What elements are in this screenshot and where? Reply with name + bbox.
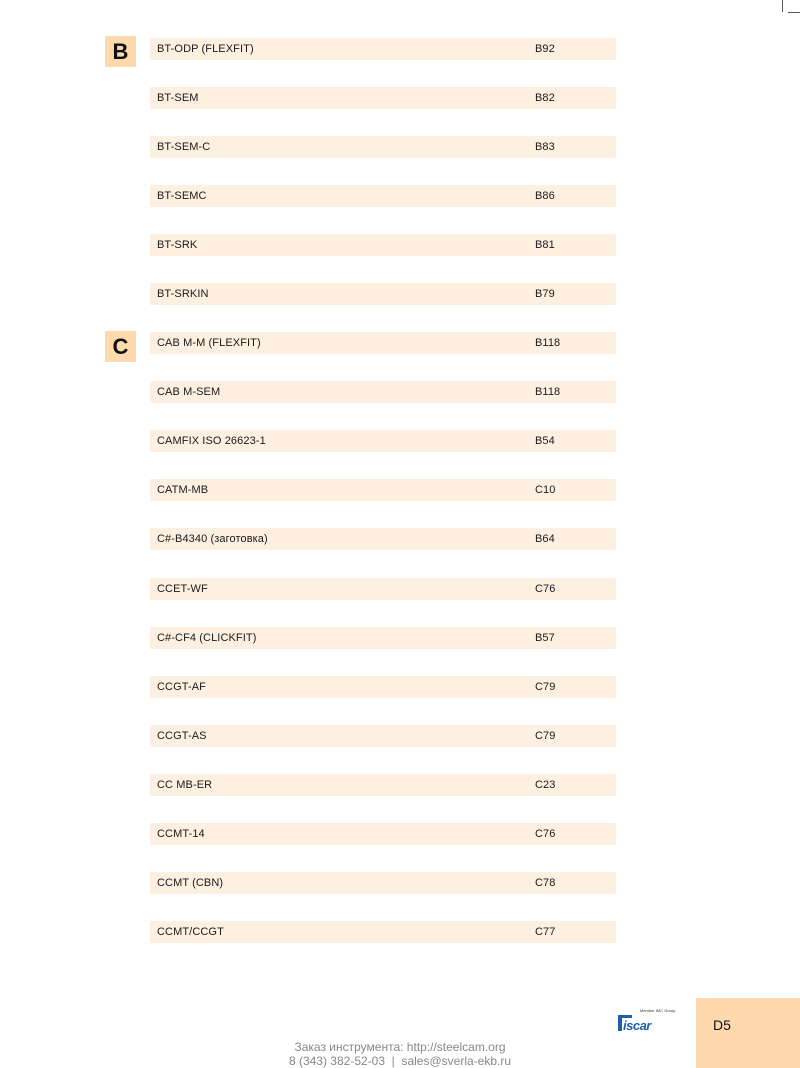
page-ref: B54 xyxy=(535,435,555,447)
page-ref: B92 xyxy=(535,43,555,55)
crop-mark-top-h xyxy=(788,12,800,13)
page-ref: B81 xyxy=(535,239,555,251)
index-row xyxy=(150,283,616,305)
index-row xyxy=(150,479,616,501)
product-name: CCMT (CBN) xyxy=(157,877,224,889)
product-name: BT-SRK xyxy=(157,239,198,251)
product-name: C#-CF4 (CLICKFIT) xyxy=(157,632,257,644)
page-number: D5 xyxy=(713,1017,731,1033)
index-row xyxy=(150,136,616,158)
index-row xyxy=(150,381,616,403)
page-ref: B57 xyxy=(535,632,555,644)
page-ref: C77 xyxy=(535,926,556,938)
product-name: BT-SEM-C xyxy=(157,141,211,153)
page-ref: B79 xyxy=(535,288,555,300)
crop-mark-top xyxy=(782,0,783,12)
product-name: CCGT-AF xyxy=(157,681,206,693)
index-row xyxy=(150,430,616,452)
footer-contact-line: 8 (343) 382-52-03 | sales@sverla-ekb.ru xyxy=(288,1054,512,1068)
page-ref: B86 xyxy=(535,190,555,202)
page-ref: C76 xyxy=(535,583,556,595)
page-ref: B118 xyxy=(535,386,561,398)
index-row xyxy=(150,823,616,845)
product-name: CCMT-14 xyxy=(157,828,205,840)
product-name: CATM-MB xyxy=(157,484,209,496)
page-ref: B82 xyxy=(535,92,555,104)
index-row xyxy=(150,725,616,747)
page-ref: B64 xyxy=(535,533,555,545)
product-name: CAB M-M (FLEXFIT) xyxy=(157,337,261,349)
product-name: CAB M-SEM xyxy=(157,386,221,398)
index-row xyxy=(150,627,616,649)
footer-order-line: Заказ инструмента: http://steelcam.org xyxy=(294,1040,506,1054)
page-ref: C79 xyxy=(535,681,556,693)
product-name: CCET-WF xyxy=(157,583,208,595)
product-name: CCMT/CCGT xyxy=(157,926,224,938)
index-row xyxy=(150,234,616,256)
index-row xyxy=(150,332,616,354)
index-row xyxy=(150,38,616,60)
index-row xyxy=(150,87,616,109)
product-name: BT-SEMC xyxy=(157,190,207,202)
index-row xyxy=(150,528,616,550)
product-name: BT-ODP (FLEXFIT) xyxy=(157,43,254,55)
product-name: BT-SEM xyxy=(157,92,199,104)
page-ref: B118 xyxy=(535,337,561,349)
section-letter-c: C xyxy=(105,331,136,362)
section-letter-b: B xyxy=(105,36,136,67)
product-name: CCGT-AS xyxy=(157,730,207,742)
index-row xyxy=(150,185,616,207)
product-name: BT-SRKIN xyxy=(157,288,209,300)
page-ref: B83 xyxy=(535,141,555,153)
index-row xyxy=(150,676,616,698)
logo-tagline: Member IMC Group xyxy=(640,1008,676,1013)
index-row xyxy=(150,921,616,943)
page-ref: C10 xyxy=(535,484,556,496)
page-ref: C23 xyxy=(535,779,556,791)
index-row xyxy=(150,872,616,894)
product-name: CC MB-ER xyxy=(157,779,213,791)
product-name: C#-B4340 (заготовка) xyxy=(157,533,268,545)
page-ref: C76 xyxy=(535,828,556,840)
page-ref: C79 xyxy=(535,730,556,742)
index-row xyxy=(150,578,616,600)
product-name: CAMFIX ISO 26623-1 xyxy=(157,435,266,447)
iscar-logo xyxy=(618,1007,680,1032)
index-row xyxy=(150,774,616,796)
page-ref: C78 xyxy=(535,877,556,889)
logo-wordmark: iscar xyxy=(623,1018,651,1032)
